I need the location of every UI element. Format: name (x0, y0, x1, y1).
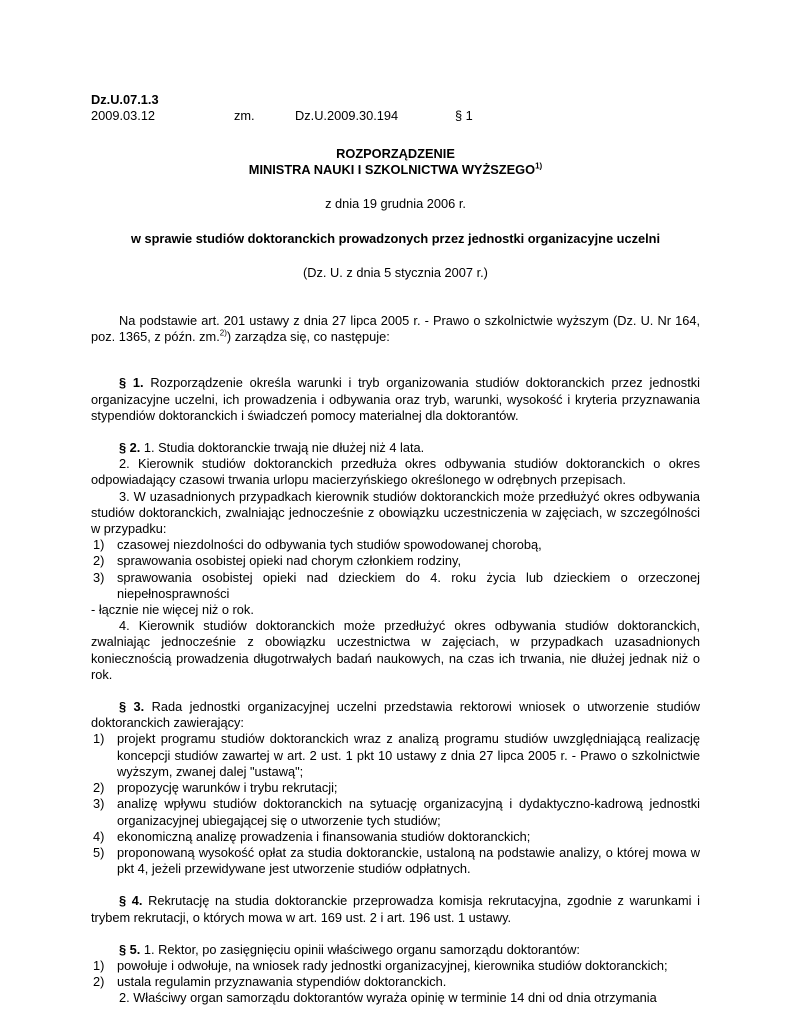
publication-reference: (Dz. U. z dnia 5 stycznia 2007 r.) (303, 264, 488, 280)
section-5 (91, 942, 700, 1007)
list-item-number: 1) (93, 731, 105, 747)
section-1-label: § 1. (119, 375, 144, 391)
section-2-label: § 2. (119, 440, 141, 456)
list-item-text: powołuje i odwołuje, na wniosek rady jednostki organizacyjnej, kierownika studiów doktoranckich; (117, 957, 668, 973)
list-item-text: czasowej niezdolności do odbywania tych studiów spowodowanej chorobą, (117, 537, 542, 553)
header-date: 2009.03.12 (91, 108, 156, 123)
section-4-label: § 4. (119, 893, 143, 909)
list-item-text: ustala regulamin przyznawania stypendiów doktoranckich. (117, 974, 447, 990)
regulation-date: z dnia 19 grudnia 2006 r. (325, 196, 466, 212)
list-item-text: proponowaną wysokość opłat za studia doktoranckie, ustaloną na podstawie analizy, o której mowa w pkt 4, jeżeli przewidywane jest utworzenie studiów odpłatnych. (117, 844, 700, 877)
list-item-text: sprawowania osobistej opieki nad chorym członkiem rodziny, (117, 553, 462, 569)
list-item (91, 570, 700, 602)
section-1 (91, 375, 700, 424)
list-item (91, 537, 700, 553)
section-2-p1-text: 1. Studia doktoranckie trwają nie dłużej niż 4 lata. (140, 440, 425, 456)
section-2-list (91, 537, 700, 602)
list-item-number: 4) (93, 828, 105, 844)
list-item (91, 958, 700, 974)
document-page (91, 92, 700, 1007)
list-item (91, 829, 700, 845)
list-item-number: 1) (93, 957, 105, 973)
section-2-tail: - łącznie nie więcej niż o rok. (91, 602, 254, 618)
title-line2 (91, 162, 700, 178)
list-item-text: analizę wpływu studiów doktoranckich na sytuację organizacyjną i dydaktyczno-kadrową jednostki organizacyjnej ubiegającej się o utworzenie tych studiów; (117, 796, 700, 828)
header-section: § 1 (455, 108, 473, 123)
section-3-list (91, 731, 700, 877)
section-2 (91, 440, 700, 683)
basis-footnote: 2) (219, 328, 227, 338)
list-item-text: sprawowania osobistej opieki nad dzieckiem do 4. roku życia lub dzieckiem o orzeczonej niepełnosprawności (117, 569, 700, 601)
list-item-number: 3) (93, 569, 105, 585)
header-change-ref: Dz.U.2009.30.194 (295, 108, 399, 123)
title-footnote: 1) (535, 161, 543, 171)
header-change-line (91, 108, 700, 124)
basis-text-end: ) zarządza się, co następuje: (226, 329, 390, 345)
list-item (91, 845, 700, 877)
section-3-label: § 3. (119, 699, 145, 715)
section-4-text: Rekrutację na studia doktoranckie przeprowadza komisja rekrutacyjna, zgodnie z warunkami i trybem rekrutacji, o których mowa w art. 169 ust. 2 i art. 196 ust. 1 ustawy. (91, 893, 700, 925)
section-5-intro (91, 942, 700, 958)
list-item-number: 3) (93, 796, 105, 812)
section-2-p2: 2. Kierownik studiów doktoranckich przedłuża okres odbywania studiów doktoranckich o okres odpowiadający czasowi trwania urlopu macierzyńskiego określonego w odrębnych przepisach. (91, 456, 700, 488)
section-4 (91, 893, 700, 925)
section-5-list (91, 958, 700, 990)
list-item (91, 974, 700, 990)
basis-text: Na podstawie art. 201 ustawy z dnia 27 lipca 2005 r. - Prawo o szkolnictwie wyższym (Dz. U. Nr 164, poz. 1365, z późn. zm. (91, 313, 700, 345)
list-item (91, 553, 700, 569)
list-item (91, 796, 700, 828)
regulation-subject: w sprawie studiów doktoranckich prowadzonych przez jednostki organizacyjne uczelni (130, 230, 661, 246)
header-change-label: zm. (234, 108, 255, 123)
list-item-text: ekonomiczną analizę prowadzenia i finansowania studiów doktoranckich; (117, 828, 531, 844)
list-item-number: 1) (93, 537, 105, 553)
list-item-number: 2) (93, 780, 105, 796)
section-5-label: § 5. (119, 941, 141, 957)
list-item (91, 780, 700, 796)
section-3 (91, 699, 700, 877)
list-item-number: 5) (93, 844, 105, 860)
section-2-p3: 3. W uzasadnionych przypadkach kierownik studiów doktoranckich może przedłużyć okres odbywania studiów doktoranckich, zwalniając jednocześnie z obowiązku uczestniczenia w zajęciach, w szczególności w przypadku: (91, 488, 700, 537)
list-item-number: 2) (93, 974, 105, 990)
header-id-line (91, 92, 700, 108)
list-item-text: propozycję warunków i trybu rekrutacji; (117, 780, 338, 796)
section-5-text: 1. Rektor, po zasięgnięciu opinii właściwego organu samorządu doktorantów: (140, 941, 580, 957)
section-3-text: Rada jednostki organizacyjnej uczelni przedstawia rektorowi wniosek o utworzenie studiów doktoranckich zawierający: (91, 699, 700, 731)
title-authority: MINISTRA NAUKI I SZKOLNICTWA WYŻSZEGO (248, 162, 536, 178)
section-5-p2: 2. Właściwy organ samorządu doktorantów wyraża opinię w terminie 14 dni od dnia otrzymania (119, 990, 657, 1006)
section-3-intro (91, 699, 700, 731)
section-2-p1 (91, 440, 700, 456)
section-1-text: Rozporządzenie określa warunki i tryb organizowania studiów doktoranckich przez jednostki organizacyjne uczelni, ich prowadzenia i odbywania oraz tryb, warunki, wysokość i kryteria przyznawania stypendiów doktoranckich i świadczeń pomocy materialnej dla doktorantów. (91, 375, 700, 423)
list-item (91, 731, 700, 780)
document-id: Dz.U.07.1.3 (91, 92, 159, 107)
title-line1: ROZPORZĄDZENIE (336, 146, 455, 161)
legal-basis (91, 313, 700, 345)
list-item-text: projekt programu studiów doktoranckich wraz z analizą programu studiów uwzględniającą realizację koncepcji studiów zawartej w art. 2 ust. 1 pkt 10 ustawy z dnia 27 lipca 2005 r. - Prawo o szkolnictwie wyższym, zwanej dalej "ustawą"; (117, 731, 700, 779)
section-2-p4: 4. Kierownik studiów doktoranckich może przedłużyć okres odbywania studiów doktoranckich, zwalniając jednocześnie z obowiązku uczestnictwa w zajęciach, w przypadkach uzasadnionych koniecznością prowadzenia długotrwałych badań naukowych, na czas ich trwania, nie dłużej jednak niż o rok. (91, 618, 700, 682)
list-item-number: 2) (93, 553, 105, 569)
